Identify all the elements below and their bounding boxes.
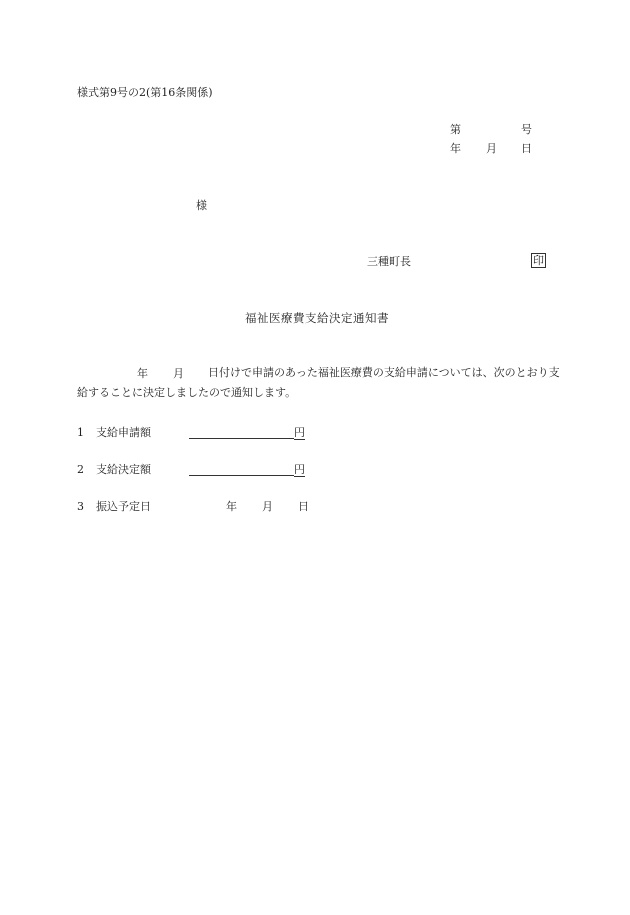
item-1-blank (189, 428, 294, 439)
document-title: 福祉医療費支給決定通知書 (245, 311, 389, 325)
doc-number-prefix: 第 (450, 123, 461, 136)
item-2-number: 2 (77, 463, 84, 476)
item-2-unit: 円 (294, 463, 305, 476)
item-2-blank (189, 465, 294, 476)
item-3-month-label: 月 (262, 500, 273, 513)
form-reference: 様式第9号の2(第16条関係) (77, 86, 213, 99)
body-year-label: 年 (137, 367, 148, 380)
item-1-label: 支給申請額 (96, 426, 151, 439)
date-day-label: 日 (521, 142, 532, 155)
item-2-amount-line (189, 464, 305, 476)
item-1-unit: 円 (294, 426, 305, 439)
item-3-year-label: 年 (226, 500, 237, 513)
date-month-label: 月 (486, 142, 497, 155)
body-sentence: 日付けで申請のあった福祉医療費の支給申請については、次のとおり支給することに決定しましたので通知します。 (77, 366, 560, 399)
date-year-label: 年 (450, 142, 461, 155)
item-3-label: 振込予定日 (96, 500, 151, 513)
item-3-day-label: 日 (298, 500, 309, 513)
item-1-number: 1 (77, 426, 84, 439)
body-text (77, 363, 567, 403)
item-3-number: 3 (77, 500, 84, 513)
addressee-honorific: 様 (196, 199, 207, 212)
item-2-label: 支給決定額 (96, 463, 151, 476)
item-1-amount-line (189, 427, 305, 439)
body-month-label: 月 (173, 367, 184, 380)
issuer-name: 三種町長 (367, 255, 411, 268)
doc-number-suffix: 号 (521, 123, 532, 136)
seal-mark: 印 (533, 254, 544, 267)
